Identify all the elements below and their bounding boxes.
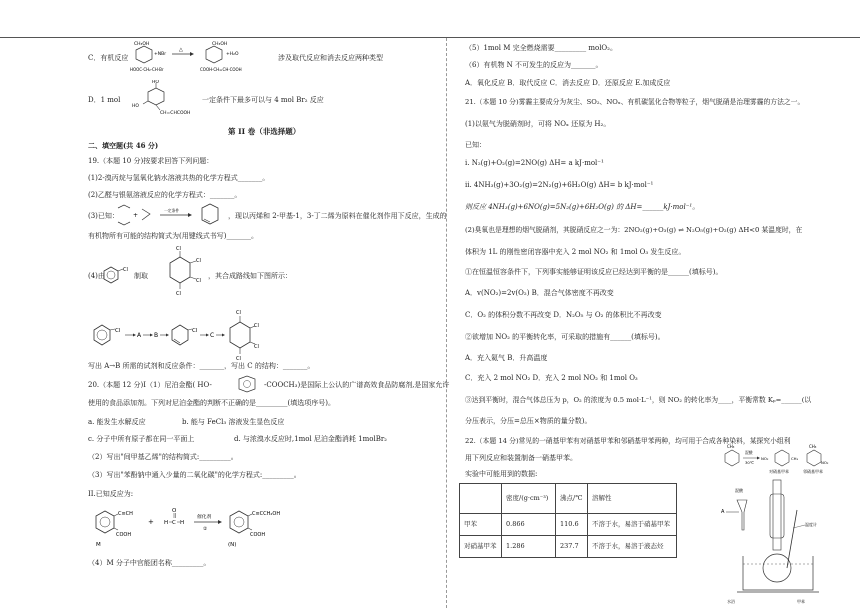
q20-option-b: b. 能与 FeCl₃ 溶液发生显色反应 — [182, 418, 285, 426]
nitr-o-nitro: 邻硝基甲苯 — [803, 469, 823, 474]
rxn-m-cooh: COOH — [116, 532, 132, 538]
q19-part1: (1)2-溴丙烷与氢氧化钠水溶液共热的化学方程式_______。 — [88, 174, 270, 182]
nitr-no2-2: NO₂ — [821, 460, 829, 465]
q20-option-a: a. 能发生水解反应 — [88, 418, 146, 426]
table-header-cell: 沸点/℃ — [556, 484, 588, 514]
q21-part2-e: ③达到平衡时，混合气体总压为 p，O₂ 的浓度为 0.5 mol·L⁻¹，则 NO₂ 的转化率为____，平衡常数 Kₚ=______(以 — [465, 396, 812, 404]
chlorobenzene-image — [100, 262, 134, 288]
q20-intro-b: -COOCH₃)是国际上公认的广谱高效食品防腐剂,是国家允许 — [264, 381, 450, 389]
route-cl-0: Cl — [115, 328, 121, 334]
q21-part2-f: 分压表示，分压=总压×物质的量分数)。 — [465, 417, 592, 425]
q19-intro: 19.（本题 10 分)按要求回答下列问题： — [88, 157, 214, 165]
table-cell: 不溶于水，易溶于硝基甲苯 — [588, 514, 677, 536]
q21-part1: (1)以氨气为脱硝剂时，可将 NOₓ 还原为 H₂。 — [465, 120, 611, 128]
nitr-thermometer: 温度计 — [805, 522, 817, 527]
q20-part4: （4）M 分子中官能团名称_________。 — [88, 559, 211, 567]
route-cl-2: Cl — [236, 310, 241, 316]
d-oh-top-text: HO — [152, 80, 159, 85]
option-d-prefix: D．1 mol — [88, 96, 121, 104]
q20-part6-options: A．氧化反应 B．取代反应 C．消去反应 D．还原反应 E.加成反应 — [465, 79, 671, 87]
q21-part2-a: (2)臭氧也是理想的烟气脱硝剂，其脱硝反应之一为：2NO₂(g)+O₃(g) ⇌ N₂O₅(g)+O₂(g) ΔH<0 某温度时，在 — [465, 226, 803, 234]
rxn-n-chain: C≡CCH₂OH — [252, 511, 281, 517]
rxn-catalyst: 催化剂 — [197, 515, 212, 520]
q21-known: 已知： — [465, 141, 486, 149]
option-c-reaction-image — [128, 40, 278, 76]
table-cell: 237.7 — [556, 536, 588, 558]
q22-intro-c: 实验中可能用到的数据: — [465, 470, 538, 478]
d-oh-left-text: HO — [132, 104, 139, 109]
rxn-c: C — [172, 520, 176, 526]
table-cell: 对硝基甲苯 — [460, 536, 502, 558]
nitr-toluene: 甲苯 — [797, 599, 805, 604]
route-cl-3: Cl — [254, 323, 259, 329]
q19-part4-mid: 制取 — [134, 272, 148, 280]
q20-part5: （5）1mol M 完全燃烧需要_________ molO₂。 — [465, 44, 617, 52]
nitr-mixacid: 混酸 — [735, 488, 743, 493]
table-row — [460, 514, 677, 536]
option-c-prefix: C．有机反应 — [88, 54, 129, 62]
q21-eq-ii: ii. 4NH₃(g)+3O₂(g)=2N₂(g)+6H₂O(g) ΔH= b kJ·mol⁻¹ — [465, 181, 654, 189]
q20-part2: （2）写出"间甲基乙烯"的结构简式:_________。 — [88, 453, 238, 461]
tetrachloro-image — [156, 243, 208, 303]
option-d-suffix: 一定条件下最多可以与 4 mol Br₂ 反应 — [202, 96, 324, 104]
chlorobenzene-cl: Cl — [123, 267, 128, 273]
q19-part4-prefix: (4)由 — [88, 272, 105, 280]
q21-eq-i: i. N₂(g)+O₂(g)=2NO(g) ΔH= a kJ·mol⁻¹ — [465, 159, 604, 167]
c-rxn-product-bottom-text: COOH·CH=CH·COOH — [200, 67, 242, 72]
q20-option-c: c. 分子中所有原子都在同一平面上 — [88, 435, 195, 443]
tcl-cl-3: Cl — [196, 278, 201, 284]
q19-part4-suffix: ，其合成路线如下图所示： — [208, 272, 292, 280]
table-header-row — [460, 484, 677, 514]
table-cell: 甲苯 — [460, 514, 502, 536]
table-header-cell — [460, 484, 502, 514]
q19-part3-prefix: (3)已知： — [88, 212, 119, 220]
c-rxn-product-top-text: CH₃OH — [134, 42, 150, 47]
route-cl-5: Cl — [236, 356, 241, 362]
table-cell: 110.6 — [556, 514, 588, 536]
q21-part2-c-ab: A．v(NO₂)=2v(O₂) B．混合气体密度不再改变 — [465, 289, 614, 297]
q21-eq-iii: 则反应 4NH₃(g)+6NO(g)=5N₂(g)+6H₂O(g) 的 ΔH=______kJ·mol⁻¹。 — [465, 203, 700, 211]
q20-ii-reaction-image — [88, 502, 318, 552]
rxn-n-cooh: COOH — [250, 532, 266, 538]
synthesis-route-image — [88, 302, 268, 368]
q20-part-ii: II.已知反应为: — [88, 490, 134, 498]
nitr-water-bath: 水浴 — [727, 599, 735, 604]
q20-intro-a: 20.（本题 12 分)I（1）尼泊金酯( HO- — [88, 381, 212, 389]
route-a: A — [137, 332, 142, 339]
q21-part2-c-cd: C．O₂ 的体积分数不再改变 D．N₂O₅ 与 O₂ 的体积比不再改变 — [465, 311, 662, 319]
q19-part4-answer: 写出 A→B 所需的试剂和反应条件：_______，写出 C 的结构：_______。 — [88, 362, 315, 370]
rxn-o: O — [172, 508, 177, 514]
table-cell: 不溶于水，易溶于液态烃 — [588, 536, 677, 558]
c-rxn-heat-text: △ — [179, 47, 183, 53]
q22-intro-a: 22.（本题 14 分)常见的一硝基甲苯有对硝基甲苯和邻硝基甲苯两种，均可用于合成各种染料，某探究小组利 — [465, 437, 791, 445]
q20-option-d: d. 与浓溴水反应时,1mol 尼泊金酯消耗 1molBr₂ — [234, 435, 387, 443]
section-title: 二、填空题(共 46 分) — [88, 141, 159, 150]
q21-part2-d: ②欲增加 NO₂ 的平衡转化率，可采取的措施有______(填标号)。 — [465, 333, 665, 341]
table-row — [460, 536, 677, 558]
q20-part3: （3）写出"苯酚钠中通入少量的二氧化碳"的化学方程式:_________。 — [88, 471, 301, 479]
tcl-cl-1: Cl — [176, 246, 181, 252]
q19-part3-suffix: ，现以丙烯和 2-甲基-1，3-丁二烯为原料在催化剂作用下反应，生成的 — [228, 212, 447, 220]
rxn-plus: + — [148, 518, 154, 526]
top-rule — [0, 37, 860, 38]
option-d-structure-image — [126, 80, 206, 120]
rxn-m-alkyne: C≡CH — [118, 511, 133, 517]
tcl-cl-2: Cl — [196, 258, 201, 264]
diels-alder-image — [114, 202, 226, 228]
d-chain-text: CH=CHCOOH — [160, 111, 191, 116]
tcl-cl-4: Cl — [176, 291, 181, 297]
q22-data-table — [459, 483, 677, 558]
q21-part2-d-cd: C．充入 2 mol NO₂ D．充入 2 mol NO₂ 和 1mol O₃ — [465, 374, 638, 382]
q21-intro: 21.（本题 10 分)雾霾主要成分为灰尘、SO₂、NOₓ、有机碳氢化合物等粒子，烟气脱硝是治理雾霾的方法之一。 — [465, 98, 805, 106]
q19-part2: (2)乙醛与银氨溶液反应的化学方程式：_______。 — [88, 191, 242, 199]
q21-part2-b: 体积为 1L 的刚性密闭容器中充入 2 mol NO₂ 和 1mol O₃ 发生反应。 — [465, 248, 686, 256]
q19-part3-line2: 有机物所有可能的结构简式为(用键线式书写)_______。 — [88, 232, 258, 240]
q22-intro-b: 用下列反应和装置制备一硝基甲苯。 — [465, 454, 577, 462]
rxn-step: ② — [203, 527, 208, 532]
q20-intro-c: 使用的食品添加剂。下列对尼泊金酯的判断不正确的是_________(填选项序号)。 — [88, 399, 335, 407]
nitr-p-nitro: 对硝基甲苯 — [769, 469, 789, 474]
table-cell: 1.286 — [502, 536, 556, 558]
table-header-cell: 溶解性 — [588, 484, 677, 514]
route-cl-1: Cl — [192, 328, 198, 334]
nitr-ch3-3: CH₃ — [809, 444, 817, 449]
c-rxn-reagent-bottom-text: HOOC·CH₂·CH·Br — [130, 67, 164, 72]
nitr-no2-1: NO₂ — [761, 456, 769, 461]
nitr-ch3-2: CH₃ — [791, 456, 799, 461]
nitr-cond-bottom: 30℃ — [745, 460, 755, 465]
route-c: C — [210, 332, 215, 339]
c-rxn-reagent-text: +NBr — [154, 52, 167, 57]
c-rxn-product-oh-text: CH₃OH — [212, 42, 228, 47]
nitr-cond-top: 混酸 — [745, 450, 753, 455]
option-c-suffix: 涉及取代反应和消去反应两种类型 — [278, 54, 383, 62]
nitr-a-label: A — [721, 509, 725, 515]
route-b: B — [154, 332, 159, 339]
rxn-m-label: M — [96, 542, 101, 548]
nitr-ch3-1: CH₃ — [727, 444, 735, 449]
part-title: 第 II 卷（非选择题） — [228, 127, 301, 136]
route-cl-4: Cl — [254, 344, 259, 350]
nitration-apparatus-image — [713, 440, 838, 608]
q21-part2-c: ①在恒温恒容条件下，下列事实能够证明该反应已经达到平衡的是______(填标号)。 — [465, 268, 723, 276]
rxn-n-label: (N) — [228, 542, 237, 548]
rxn-h-left: H — [164, 520, 169, 526]
c-rxn-byproduct-text: +H₂O — [226, 52, 239, 57]
q21-part2-d-ab: A．充入氦气 B．升高温度 — [465, 354, 548, 362]
diels-alder-arrow-label: 一定条件 — [164, 208, 180, 213]
column-divider — [446, 38, 447, 608]
paraben-ring-image — [227, 375, 267, 393]
rxn-h-right: H — [180, 520, 185, 526]
table-header-cell: 密度/(g·cm⁻³) — [502, 484, 556, 514]
table-cell: 0.866 — [502, 514, 556, 536]
q20-part6: （6）有机物 N 不可发生的反应为_______。 — [465, 61, 603, 69]
svg-text:+: + — [133, 212, 139, 219]
